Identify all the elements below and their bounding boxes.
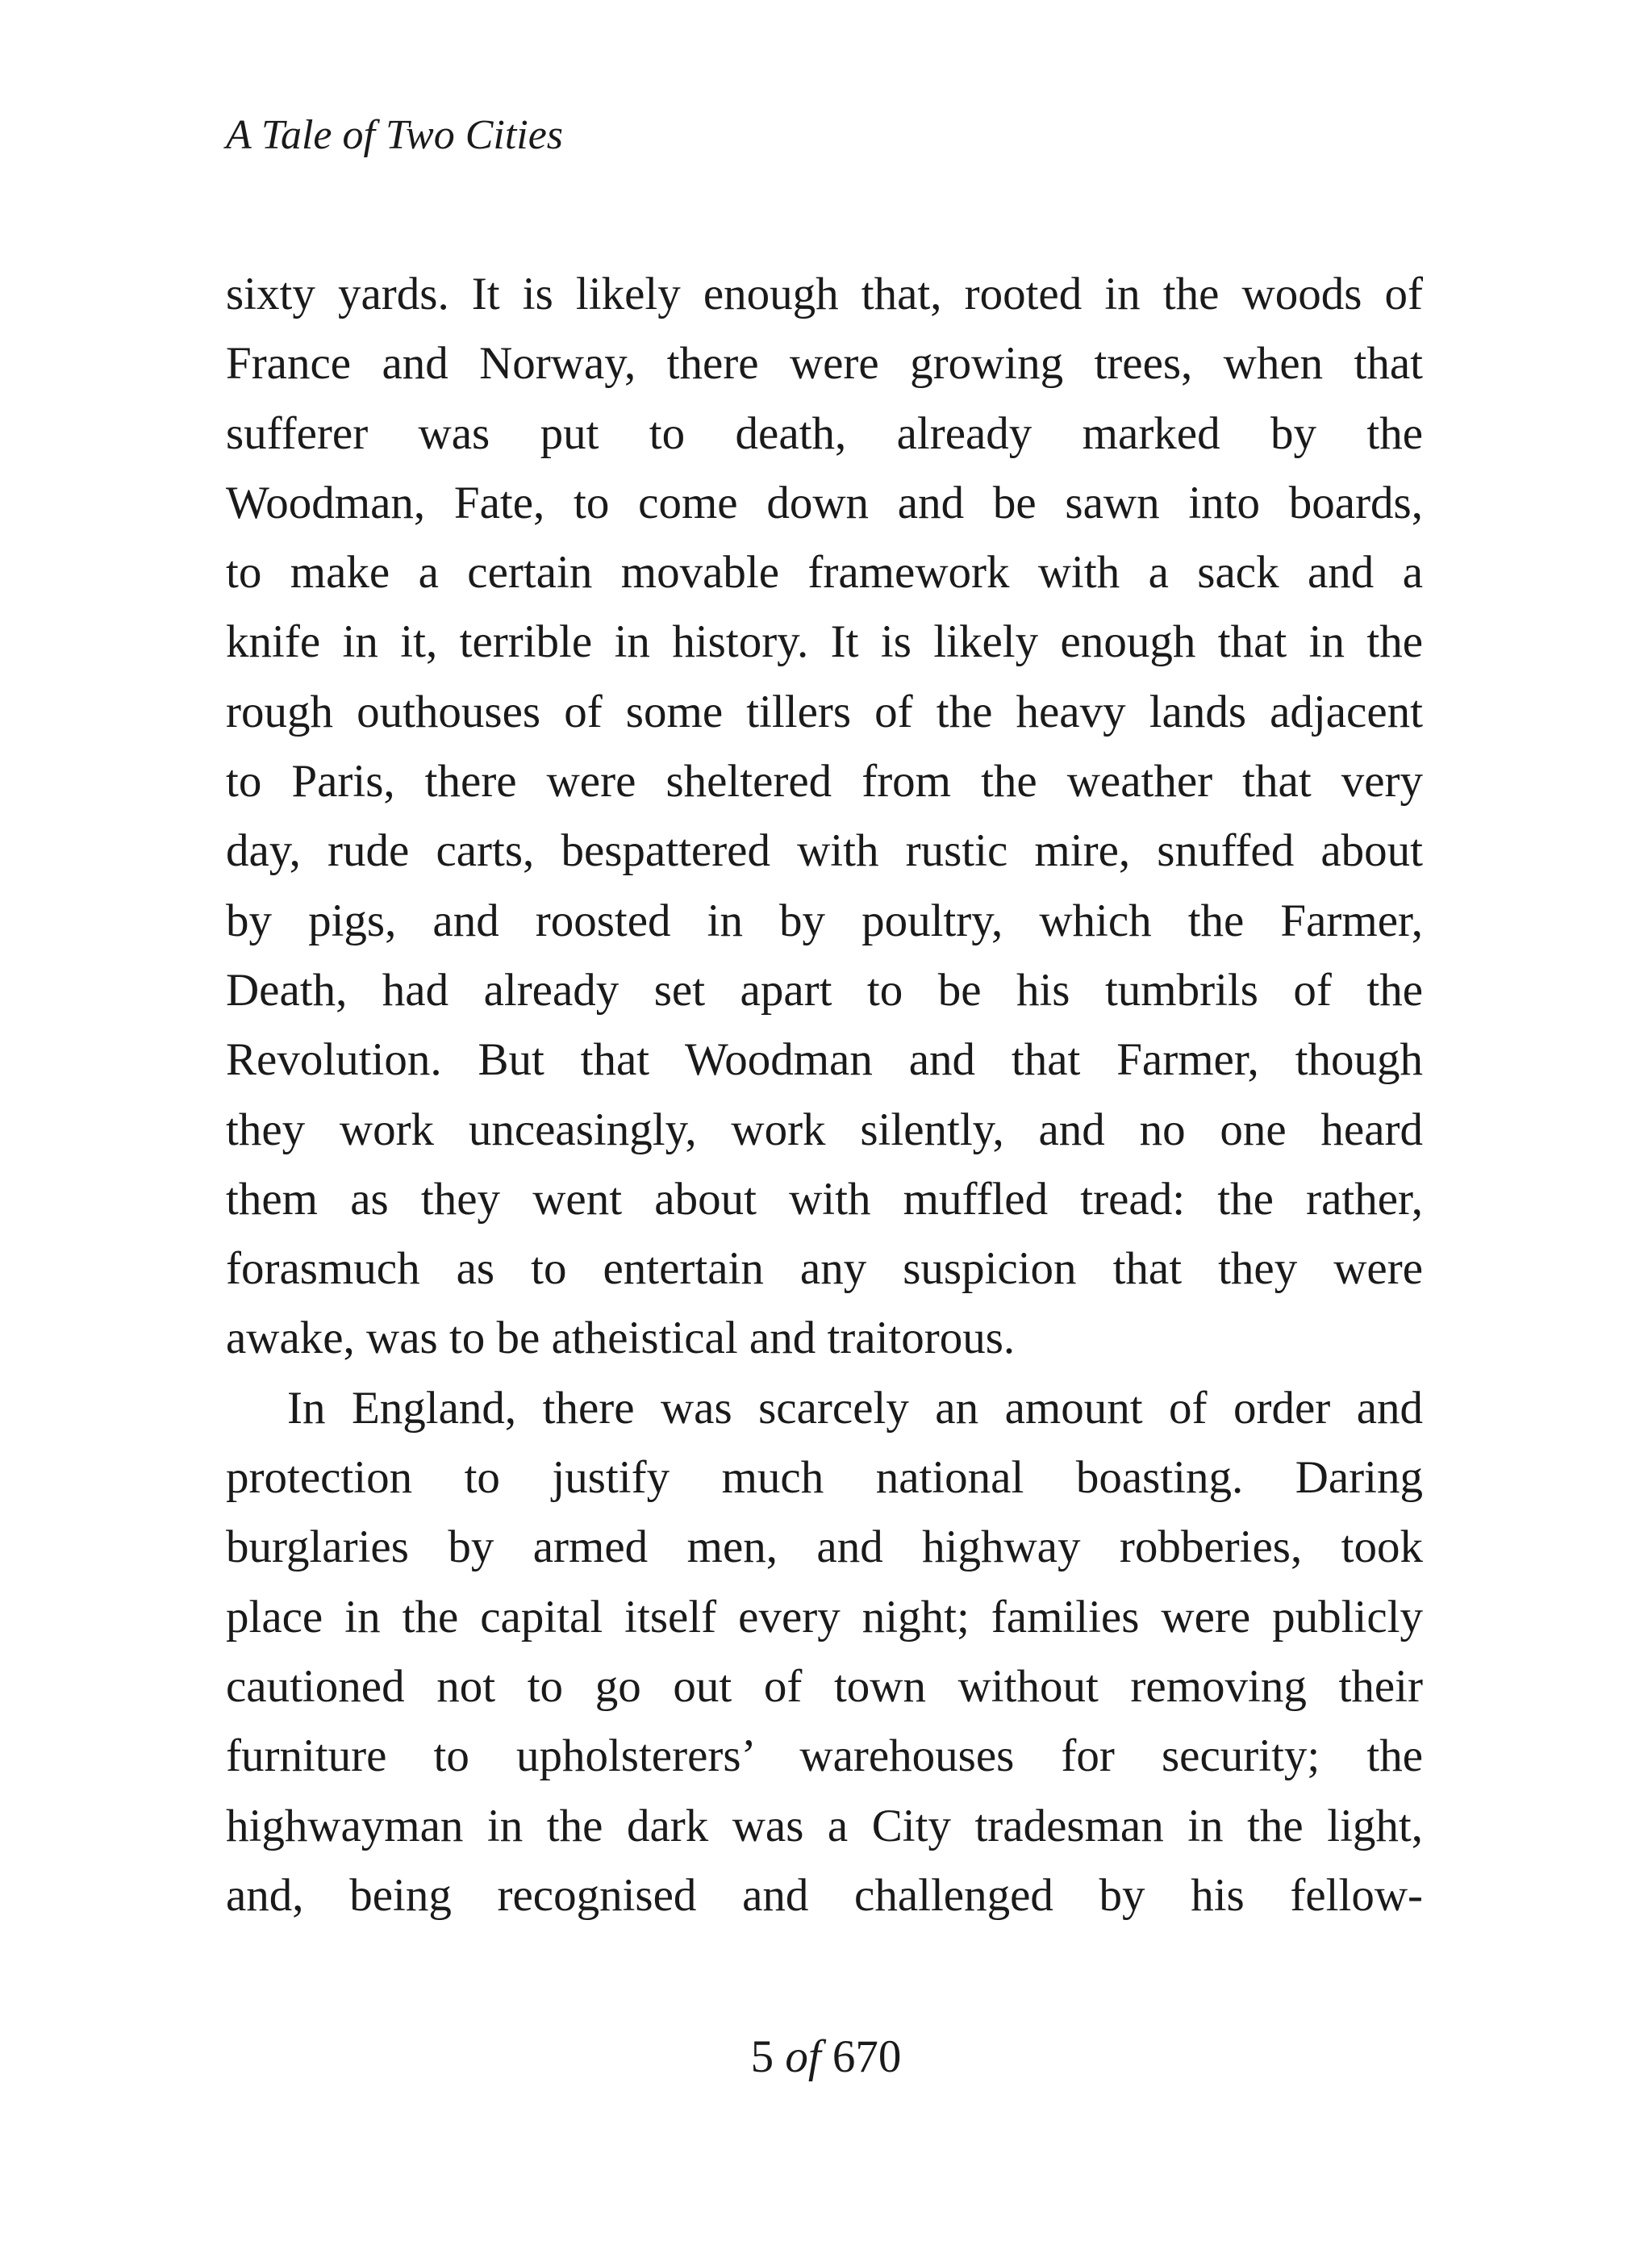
- text-line: by pigs, and roosted in by poultry, which the Farmer,: [226, 895, 1423, 946]
- page-number-total: 670: [832, 2031, 902, 2082]
- text-line: awake, was to be atheistical and traitorous.: [226, 1313, 1016, 1364]
- page-number-current: 5: [750, 2031, 774, 2082]
- text-line: furniture to upholsterers’ warehouses for security; the: [226, 1730, 1423, 1782]
- text-line: highwayman in the dark was a City tradesman in the light,: [226, 1800, 1423, 1851]
- text-line: knife in it, terrible in history. It is likely enough that in the: [226, 616, 1423, 668]
- body-text: [226, 260, 1423, 1931]
- text-line: sufferer was put to death, already marked by the: [226, 407, 1423, 459]
- text-line: Revolution. But that Woodman and that Farmer, though: [226, 1034, 1423, 1086]
- text-line: they work unceasingly, work silently, and no one heard: [226, 1104, 1423, 1155]
- text-line: protection to justify much national boasting. Daring: [226, 1452, 1423, 1504]
- running-head: A Tale of Two Cities: [226, 112, 564, 158]
- text-line: and, being recognised and challenged by his fellow-: [226, 1869, 1423, 1921]
- text-line: In England, there was scarcely an amount of order and: [287, 1382, 1423, 1434]
- text-line: place in the capital itself every night; families were publicly: [226, 1591, 1423, 1642]
- text-line: France and Norway, there were growing trees, when that: [226, 338, 1423, 390]
- page-number-of: of: [785, 2031, 821, 2082]
- text-line: cautioned not to go out of town without removing their: [226, 1660, 1423, 1712]
- text-line: burglaries by armed men, and highway robberies, took: [226, 1521, 1423, 1573]
- text-line: forasmuch as to entertain any suspicion that they were: [226, 1243, 1423, 1295]
- page-number: [0, 2025, 1652, 2089]
- text-line: Death, had already set apart to be his tumbrils of the: [226, 964, 1423, 1016]
- paragraph: [226, 1374, 1423, 1931]
- text-line: day, rude carts, bespattered with rustic mire, snuffed about: [226, 825, 1423, 877]
- text-line: them as they went about with muffled tread: the rather,: [226, 1173, 1423, 1225]
- text-line: sixty yards. It is likely enough that, rooted in the woods of: [226, 269, 1423, 319]
- paragraph: [226, 260, 1423, 1374]
- text-line: to Paris, there were sheltered from the weather that very: [226, 756, 1423, 808]
- text-line: Woodman, Fate, to come down and be sawn into boards,: [226, 477, 1423, 528]
- text-line: rough outhouses of some tillers of the heavy lands adjacent: [226, 686, 1423, 737]
- text-line: to make a certain movable framework with a sack and a: [226, 547, 1423, 599]
